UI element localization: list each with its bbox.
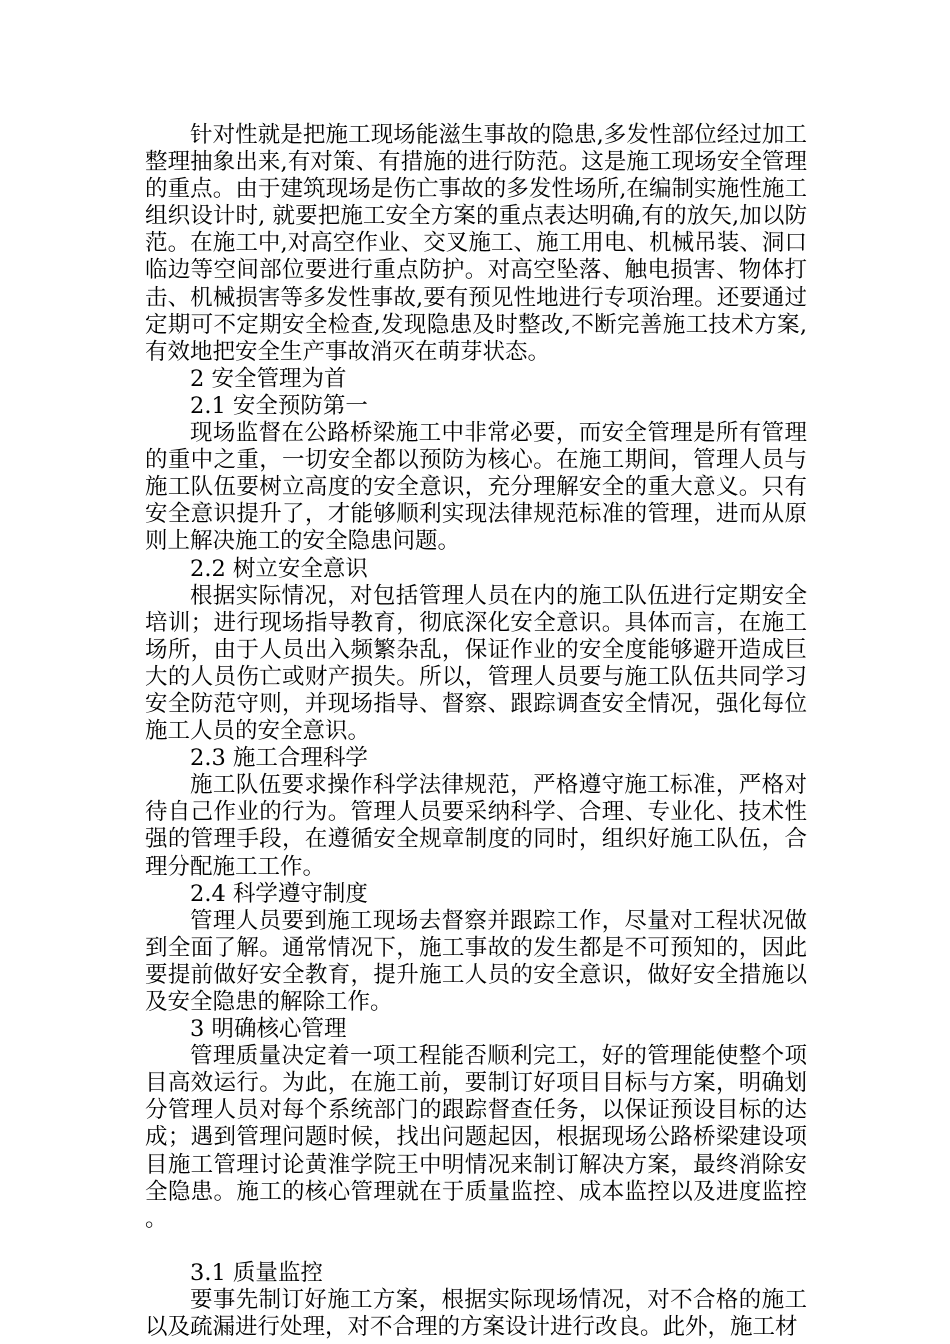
paragraph-section-2-4: 管理人员要到施工现场去督察并跟踪工作，尽量对工程状况做到全面了解。通常情况下，施工事故的发生都是不可预知的，因此要提前做好安全教育，提升施工人员的安全意识，做好安全措施以及安全隐患的解除工作。 [145, 907, 807, 1015]
paragraph-section-2-3: 施工队伍要求操作科学法律规范，严格遵守施工标准，严格对待自己作业的行为。管理人员要采纳科学、合理、专业化、技术性强的管理手段，在遵循安全规章制度的同时，组织好施工队伍，合理分配施工工作。 [145, 772, 807, 880]
heading-section-3: 3 明确核心管理 [190, 1016, 347, 1043]
document-body [145, 122, 807, 1341]
heading-section-2: 2 安全管理为首 [190, 365, 347, 392]
heading-section-3-1: 3.1 质量监控 [190, 1259, 323, 1286]
paragraph-section-2-1: 现场监督在公路桥梁施工中非常必要，而安全管理是所有管理的重中之重，一切安全都以预防为核心。在施工期间，管理人员与施工队伍要树立高度的安全意识，充分理解安全的重大意义。只有安全意识提升了，才能够顺利实现法律规范标准的管理，进而从原则上解决施工的安全隐患问题。 [145, 420, 807, 555]
blank-line [145, 1233, 807, 1260]
heading-section-2-2: 2.2 树立安全意识 [190, 555, 368, 582]
heading-section-2-4: 2.4 科学遵守制度 [190, 880, 368, 907]
paragraph-section-3: 管理质量决定着一项工程能否顺利完工，好的管理能使整个项目高效运行。为此，在施工前，要制订好项目目标与方案，明确划分管理人员对每个系统部门的跟踪督查任务，以保证预设目标的达成；遇到管理问题时候，找出问题起因，根据现场公路桥梁建设项目施工管理讨论黄淮学院王中明情况来制订解决方案，最终消除安全隐患。施工的核心管理就在于质量监控、成本监控以及进度监控。 [145, 1043, 807, 1232]
heading-section-2-1: 2.1 安全预防第一 [190, 392, 368, 419]
paragraph-section-3-1: 要事先制订好施工方案，根据实际现场情况，对不合格的施工以及疏漏进行处理，对不合理的方案设计进行改良。此外，施工材 [145, 1286, 807, 1341]
paragraph-section-2-2: 根据实际情况，对包括管理人员在内的施工队伍进行定期安全培训；进行现场指导教育，彻底深化安全意识。具体而言，在施工场所，由于人员出入频繁杂乱，保证作业的安全度能够避开造成巨大的人员伤亡或财产损失。所以，管理人员要与施工队伍共同学习安全防范守则，并现场指导、督察、跟踪调查安全情况，强化每位施工人员的安全意识。 [145, 582, 807, 745]
heading-section-2-3: 2.3 施工合理科学 [190, 745, 368, 772]
paragraph-targeted-prevention: 针对性就是把施工现场能滋生事故的隐患,多发性部位经过加工整理抽象出来,有对策、有措施的进行防范。这是施工现场安全管理的重点。由于建筑现场是伤亡事故的多发性场所,在编制实施性施工组织设计时, 就要把施工安全方案的重点表达明确,有的放矢,加以防范。在施工中,对高空作业、交叉施工、施工用电、机械吊装、洞口临边等空间部位要进行重点防护。对高空坠落、触电损害、物体打击、机械损害等多发性事故,要有预见性地进行专项治理。还要通过定期可不定期安全检查,发现隐患及时整改,不断完善施工技术方案,有效地把安全生产事故消灭在萌芽状态。 [145, 122, 807, 365]
